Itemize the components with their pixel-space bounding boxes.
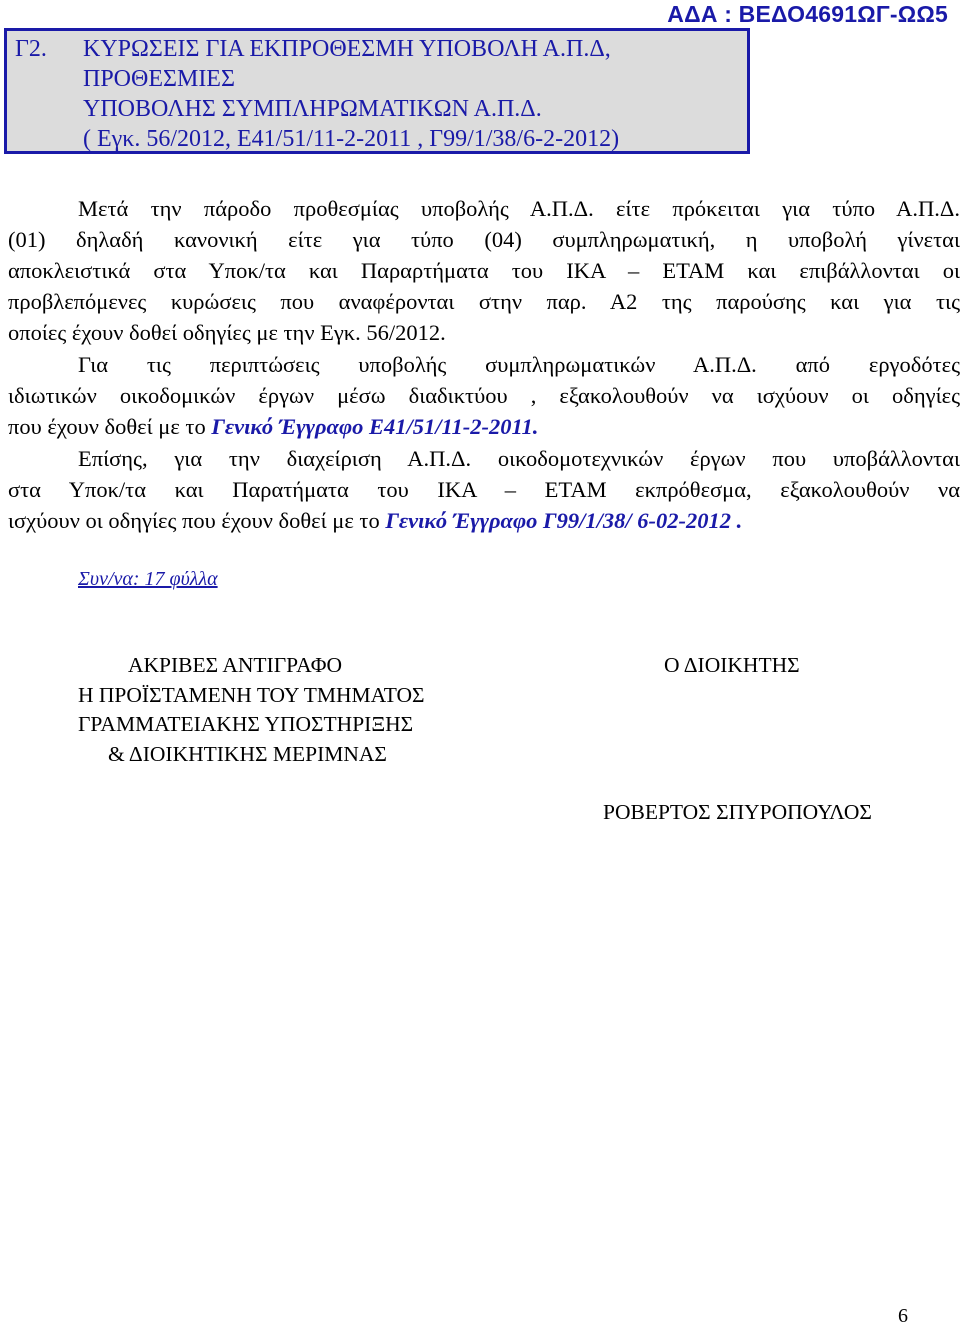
signature-right-title: Ο ΔΙΟΙΚΗΤΗΣ [664, 653, 800, 677]
paragraph-2-line-1: Για τις περιπτώσεις υποβολής συμπληρωματικών Α.Π.Δ. από εργοδότες [78, 352, 960, 377]
section-title-line-4: ( Εγκ. 56/2012, Ε41/51/11-2-2011 , Γ99/1/38/6-2-2012) [83, 126, 620, 152]
section-title-line-3: ΥΠΟΒΟΛΗΣ ΣΥΜΠΛΗΡΩΜΑΤΙΚΩΝ Α.Π.Δ. [83, 96, 542, 122]
paragraph-3-line-3: ισχύουν οι οδηγίες που έχουν δοθεί με το Γενικό Έγγραφο Γ99/1/38/ 6-02-2012 . [8, 508, 743, 533]
attachments-note: Συν/να: 17 φύλλα [78, 568, 218, 590]
section-header-box [4, 28, 750, 154]
paragraph-2-line-3: που έχουν δοθεί με το Γενικό Έγγραφο Ε41/51/11-2-2011. [8, 414, 539, 439]
paragraph-3-line-1: Επίσης, για την διαχείριση Α.Π.Δ. οικοδομοτεχνικών έργων που υποβάλλονται [78, 446, 960, 471]
paragraph-3 [8, 443, 960, 536]
document-reference-e41: Γενικό Έγγραφο Ε41/51/11-2-2011. [211, 414, 539, 439]
paragraph-1-line-5: οποίες έχουν δοθεί οδηγίες με την Εγκ. 56/2012. [8, 320, 446, 345]
section-title-line-1: ΚΥΡΩΣΕΙΣ ΓΙΑ ΕΚΠΡΟΘΕΣΜΗ ΥΠΟΒΟΛΗ Α.Π.Δ, [83, 36, 611, 62]
document-reference-g99: Γενικό Έγγραφο Γ99/1/38/ 6-02-2012 . [385, 508, 743, 533]
paragraph-1 [8, 193, 960, 348]
section-title-line-2: ΠΡΟΘΕΣΜΙΕΣ [83, 66, 235, 92]
paragraph-1-line-2: (01) δηλαδή κανονική είτε για τύπο (04) συμπληρωματική, η υποβολή γίνεται [8, 227, 960, 252]
paragraph-2 [8, 349, 960, 442]
paragraph-2-line-2: ιδιωτικών οικοδομικών έργων μέσω διαδικτύου , εξακολουθούν να ισχύουν οι οδηγίες [8, 383, 960, 408]
signature-left-line-3: ΓΡΑΜΜΑΤΕΙΑΚΗΣ ΥΠΟΣΤΗΡΙΞΗΣ [78, 712, 414, 736]
signature-left-line-1: ΑΚΡΙΒΕΣ ΑΝΤΙΓΡΑΦΟ [128, 653, 343, 677]
signature-right-name: ΡΟΒΕΡΤΟΣ ΣΠΥΡΟΠΟΥΛΟΣ [603, 800, 872, 824]
paragraph-1-line-3: αποκλειστικά στα Υποκ/τα και Παραρτήματα του ΙΚΑ – ΕΤΑΜ και επιβάλλονται οι [8, 258, 960, 283]
signature-left-line-4: & ΔΙΟΙΚΗΤΙΚΗΣ ΜΕΡΙΜΝΑΣ [108, 742, 387, 766]
section-number: Γ2. [15, 36, 47, 62]
paragraph-3-line-2: στα Υποκ/τα και Παρατήματα του ΙΚΑ – ΕΤΑΜ εκπρόθεσμα, εξακολουθούν να [8, 477, 960, 502]
paragraph-1-line-1: Μετά την πάροδο προθεσμίας υποβολής Α.Π.Δ. είτε πρόκειται για τύπο Α.Π.Δ. [78, 196, 960, 221]
page-number: 6 [898, 1305, 908, 1327]
paragraph-1-line-4: προβλεπόμενες κυρώσεις που αναφέρονται στην παρ. Α2 της παρούσης και για τις [8, 289, 960, 314]
signature-left-line-2: Η ΠΡΟΪΣΤΑΜΕΝΗ ΤΟΥ ΤΜΗΜΑΤΟΣ [78, 683, 425, 707]
ada-code: ΑΔΑ : ΒΕΔΟ4691ΩΓ-ΩΩ5 [667, 1, 948, 27]
